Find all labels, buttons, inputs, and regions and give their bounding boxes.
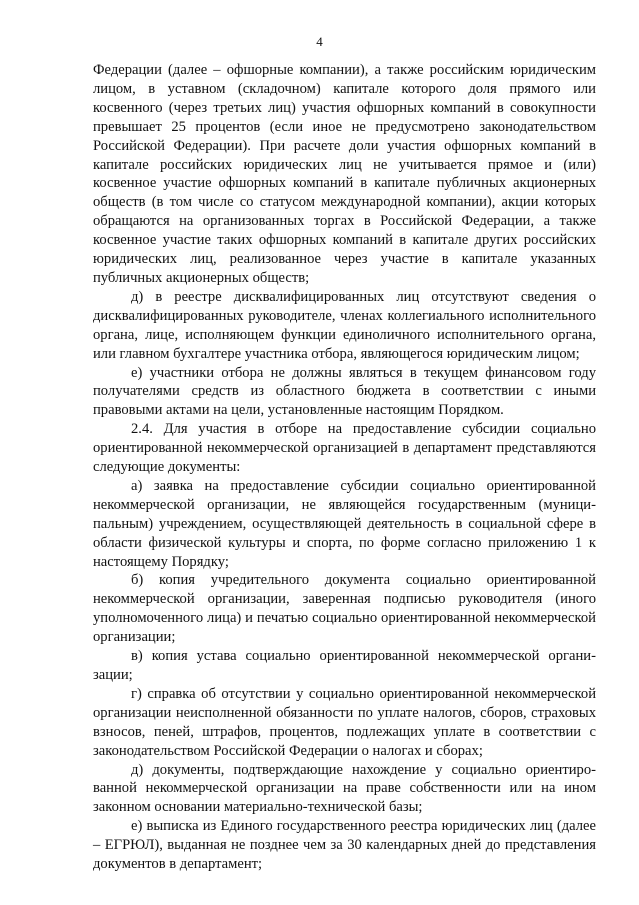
paragraph-v-charter-copy: в) копия устава социально ориентированной некоммерческой организации; [93,648,596,683]
paragraph-a-application: а) заявка на предоставление субсидии социально ориентированной некоммерческой организации, не являющейся государственным (муниципальным) учреждением, осуществляющей деятельность в социальной сфере в области физической культуры и спорта, по форме согласно приложению 1 к настоящему Порядку; [93,477,596,570]
paragraph-e-budget-recipients: е) участники отбора не должны являться в текущем финансовом году получателями средств из областного бюджета в соответствии с иными правовыми актами на цели, установленные настоящим Порядком. [93,364,596,419]
paragraph-e-egrul-extract: е) выписка из Единого государственного реестра юридических лиц (далее – ЕГРЮЛ), выданная не позднее чем за 30 календарных дней до представления документов в департамент; [93,818,596,873]
paragraph-d-disqualified-persons: д) в реестре дисквалифицированных лиц отсутствуют сведения о дисквалифицированных руководителе, членах коллегиального исполнительного органа, лице, исполняющем функции единоличного исполнительного органа, или главном бухгалтере участника отбора, являющегося юридическим лицом; [93,288,596,362]
paragraph-d-material-base-documents: д) документы, подтверждающие нахождение у социально ориентированной некоммерческой организации на праве собственности или на ином законном основании материально-технической базы; [93,761,596,816]
paragraph-b-founding-document-copy: б) копия учредительного документа социально ориентированной некоммерческой организации, заверенная подписью руководителя (иного уполномоченного лица) и печатью социально ориентированной некоммерческой организации; [93,572,596,646]
page-number: 4 [316,34,323,49]
paragraph-g-tax-certificate: г) справка об отсутствии у социально ориентированной некоммерческой организации неисполненной обязанности по уплате налогов, сборов, страховых взносов, пеней, штрафов, процентов, подлежащих уплате в соответствии с законодательством Российской Федерации о налогах и сборах; [93,685,596,759]
document-body [93,61,596,874]
paragraph-2-4-documents-intro: 2.4. Для участия в отборе на предоставление субсидии социально ориентированной некоммерческой организацией в департамент представляются следующие документы: [93,421,596,476]
paragraph-offshore-continuation: Федерации (далее – офшорные компании), а также российским юридическим лицом, в уставном (складочном) капитале которого доля прямого или косвенного (через третьих лиц) участия офшорных компаний в совокупности превышает 25 процентов (если иное не предусмотрено законодательством Российской Федерации). При расчете доли участия офшорных компаний в капитале российских юридических лиц не учитывается прямое и (или) косвенное участие офшорных компаний в капитале публичных акционерных обществ (в том числе со статусом международной компании), акции которых обращаются на организованных торгах в Российской Федерации, а также косвенное участие таких офшорных компаний в капитале других российских юридических лиц, реализованное через участие в капитале указанных публичных акционерных обществ; [93,62,596,286]
